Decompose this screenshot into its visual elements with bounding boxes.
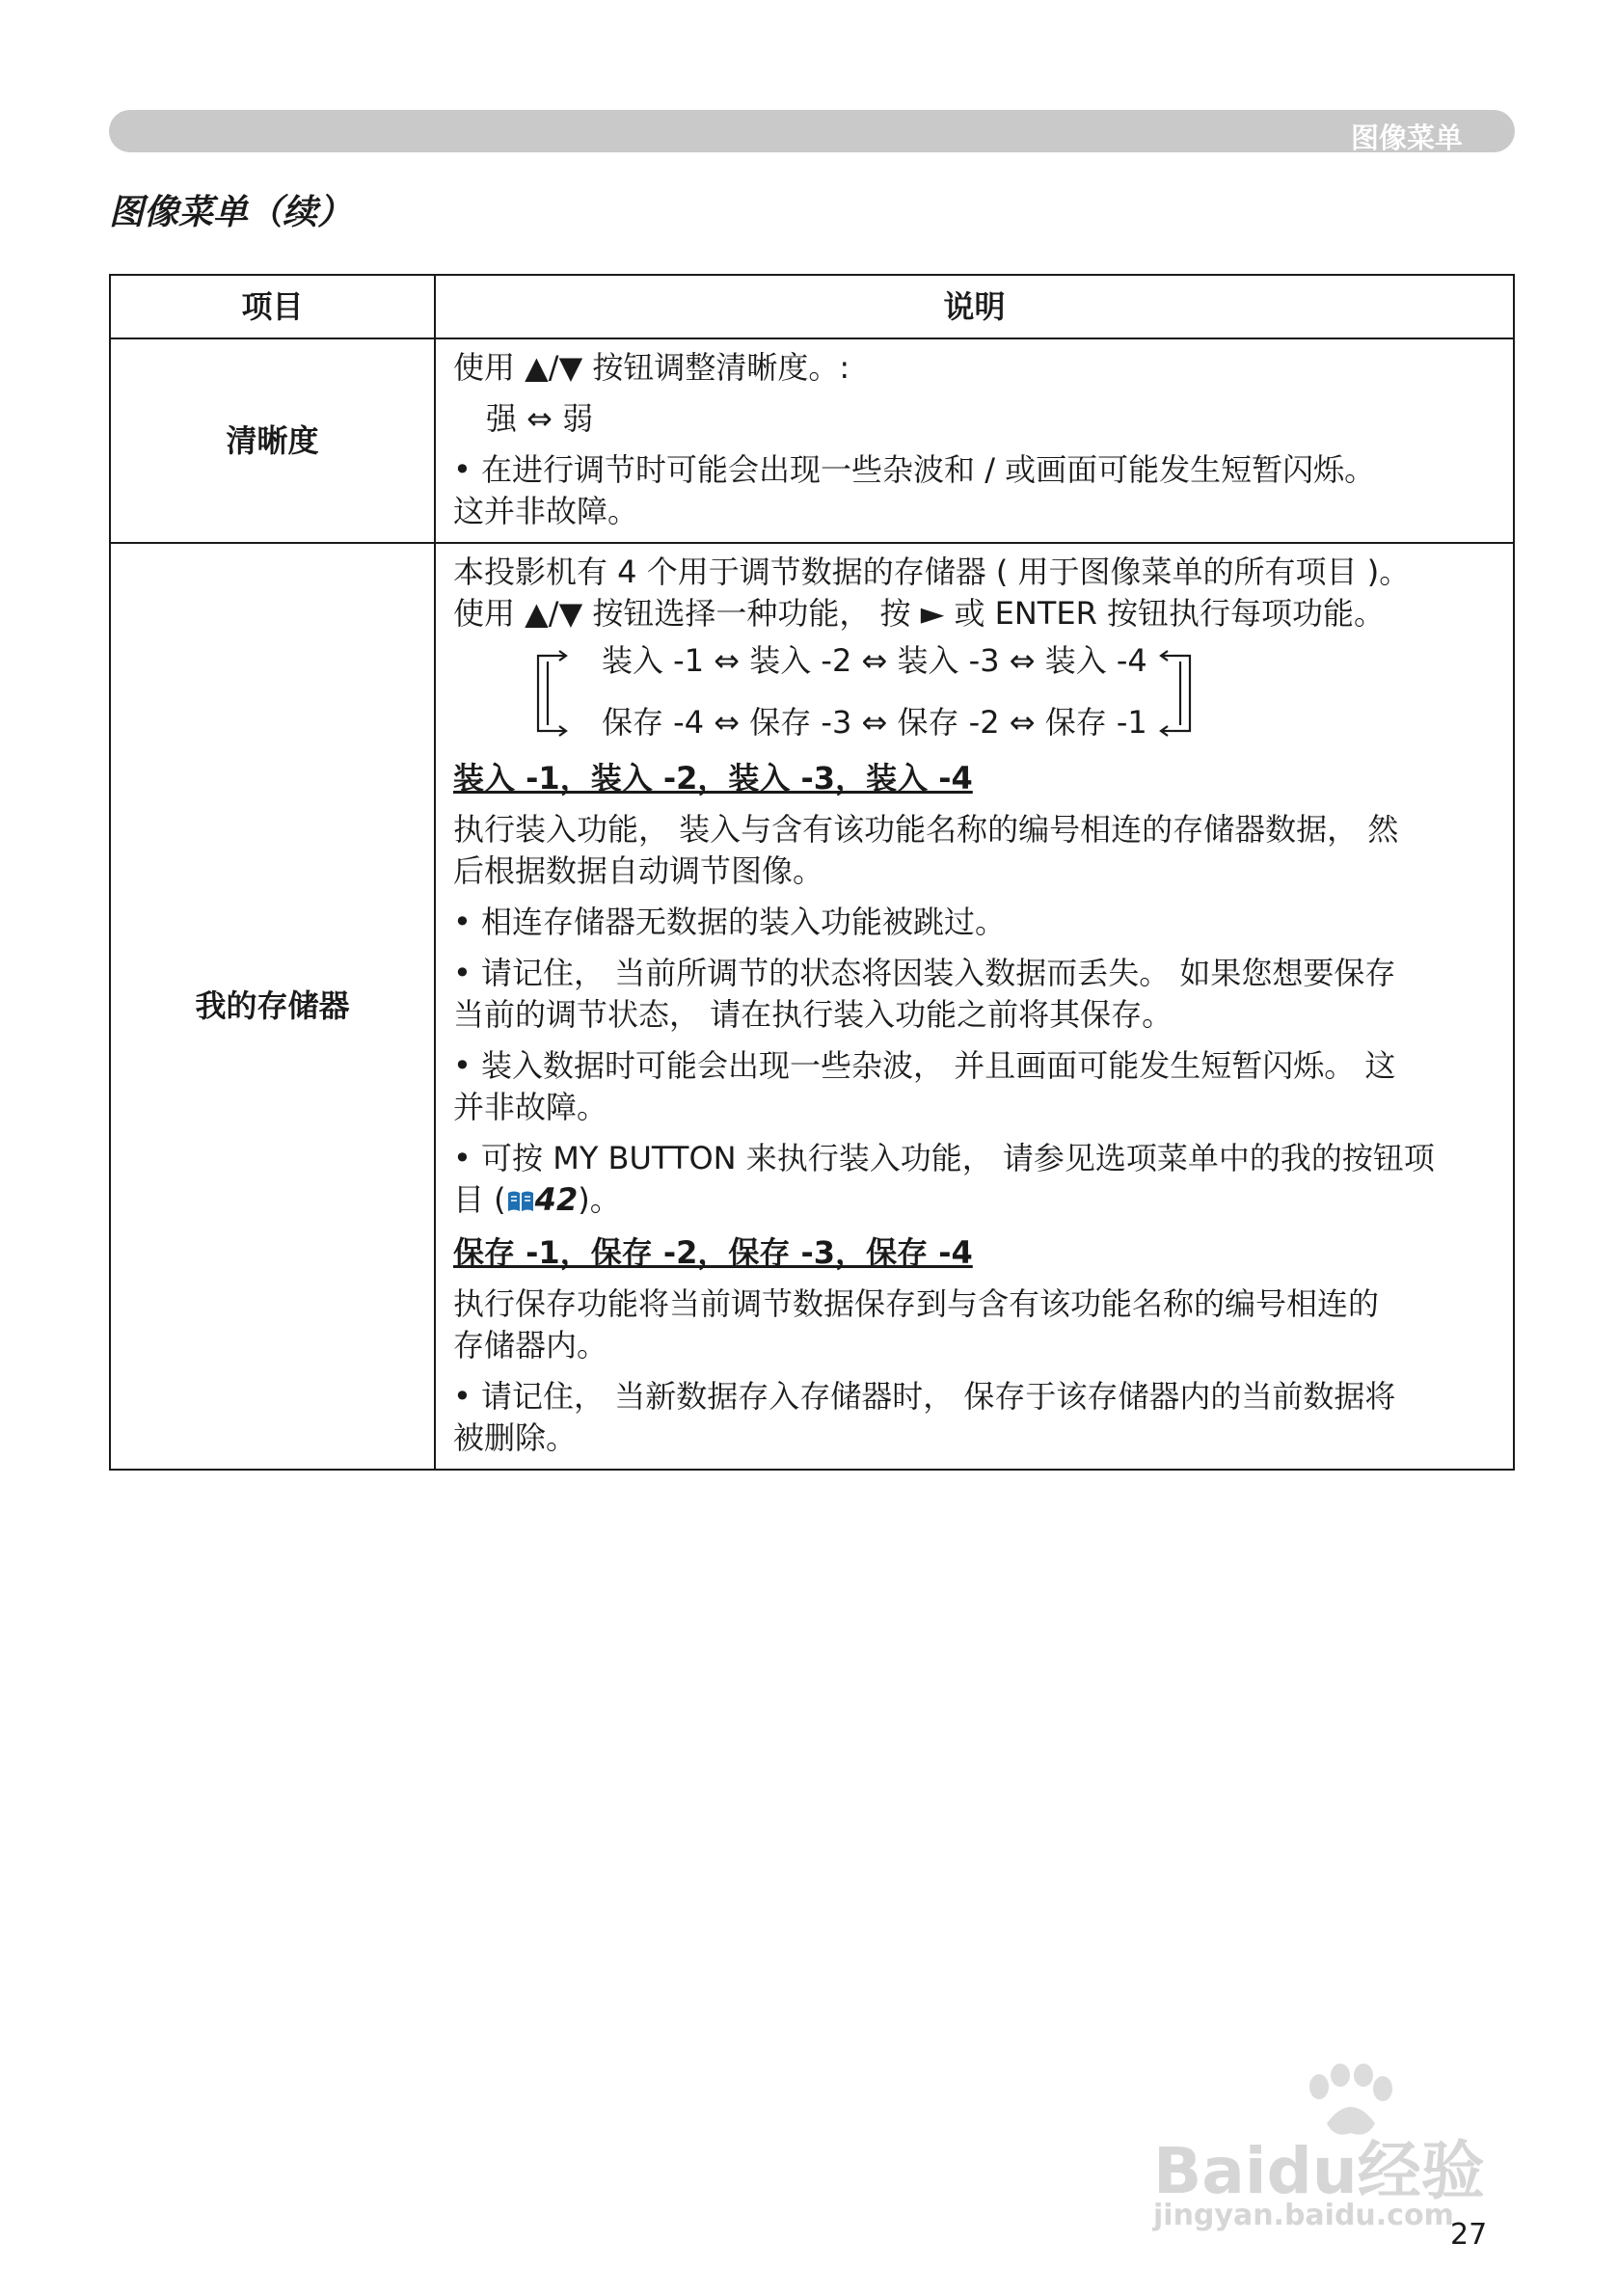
cycle-load-row: 装入 -1 ⇔ 装入 -2 ⇔ 装入 -3 ⇔ 装入 -4 bbox=[602, 642, 1147, 679]
save-description: 执行保存功能将当前调节数据保存到与含有该功能名称的编号相连的 bbox=[453, 1285, 1380, 1322]
watermark-brand: Baidu经验 bbox=[1153, 2134, 1485, 2208]
ref-prefix: 目 ( bbox=[453, 1181, 506, 1218]
load-bullet-noise: • 装入数据时可能会出现一些杂波， 并且画面可能发生短暂闪烁。 这 bbox=[453, 1047, 1396, 1084]
table-row bbox=[110, 543, 1514, 1470]
description-sharpness bbox=[435, 338, 1514, 543]
load-bullet-mybutton: • 可按 MY BUTTON 来执行装入功能， 请参见选项菜单中的我的按钮项 bbox=[453, 1140, 1435, 1176]
item-sharpness: 清晰度 bbox=[110, 338, 435, 543]
load-bullet-skip: • 相连存储器无数据的装入功能被跳过。 bbox=[453, 904, 1007, 940]
column-header-item: 项目 bbox=[110, 275, 435, 338]
load-bullet-lost-cont: 当前的调节状态， 请在执行装入功能之前将其保存。 bbox=[453, 996, 1173, 1033]
section-title: 图像菜单（续） bbox=[109, 193, 353, 232]
sharpness-note: • 在进行调节时可能会出现一些杂波和 / 或画面可能发生短暂闪烁。 bbox=[453, 451, 1376, 488]
sharpness-range: 强 ⇔ 弱 bbox=[486, 400, 594, 437]
header-label: 图像菜单 bbox=[1350, 122, 1463, 154]
memory-intro: 本投影机有 4 个用于调节数据的存储器 ( 用于图像菜单的所有项目 )。 bbox=[453, 554, 1411, 590]
header-bar bbox=[109, 110, 1515, 152]
table-header-row bbox=[110, 275, 1514, 338]
book-icon[interactable] bbox=[506, 1183, 535, 1225]
sharpness-instruction: 使用 ▲/▼ 按钮调整清晰度。: bbox=[453, 349, 850, 386]
ref-suffix: )。 bbox=[578, 1181, 621, 1218]
watermark bbox=[1153, 2064, 1539, 2237]
column-header-description: 说明 bbox=[435, 275, 1514, 338]
load-description-cont: 后根据数据自动调节图像。 bbox=[453, 852, 824, 889]
save-description-cont: 存储器内。 bbox=[453, 1327, 608, 1364]
sharpness-note-cont: 这并非故障。 bbox=[453, 493, 639, 529]
load-bullet-noise-cont: 并非故障。 bbox=[453, 1089, 608, 1125]
page-number: 27 bbox=[1450, 2218, 1488, 2252]
load-bullet-lost: • 请记住， 当前所调节的状态将因装入数据而丢失。 如果您想要保存 bbox=[453, 955, 1396, 991]
reference-page-link[interactable]: 42 bbox=[534, 1181, 579, 1218]
memory-cycle-diagram bbox=[453, 638, 1496, 750]
save-bullet-overwrite: • 请记住， 当新数据存入存储器时， 保存于该存储器内的当前数据将 bbox=[453, 1378, 1396, 1415]
table-row bbox=[110, 338, 1514, 543]
watermark-url: jingyan.baidu.com bbox=[1153, 2199, 1454, 2232]
load-description: 执行装入功能， 装入与含有该功能名称的编号相连的存储器数据， 然 bbox=[453, 811, 1399, 848]
save-bullet-overwrite-cont: 被删除。 bbox=[453, 1419, 578, 1456]
description-my-memory bbox=[435, 543, 1514, 1470]
save-heading: 保存 -1，保存 -2，保存 -3，保存 -4 bbox=[453, 1234, 973, 1271]
item-my-memory: 我的存储器 bbox=[110, 543, 435, 1470]
memory-intro-cont: 使用 ▲/▼ 按钮选择一种功能， 按 ► 或 ENTER 按钮执行每项功能。 bbox=[453, 595, 1385, 632]
menu-table bbox=[109, 274, 1515, 1471]
load-bullet-mybutton-cont bbox=[453, 1179, 1496, 1225]
load-heading: 装入 -1，装入 -2，装入 -3，装入 -4 bbox=[453, 760, 973, 797]
cycle-save-row: 保存 -4 ⇔ 保存 -3 ⇔ 保存 -2 ⇔ 保存 -1 bbox=[602, 704, 1147, 741]
